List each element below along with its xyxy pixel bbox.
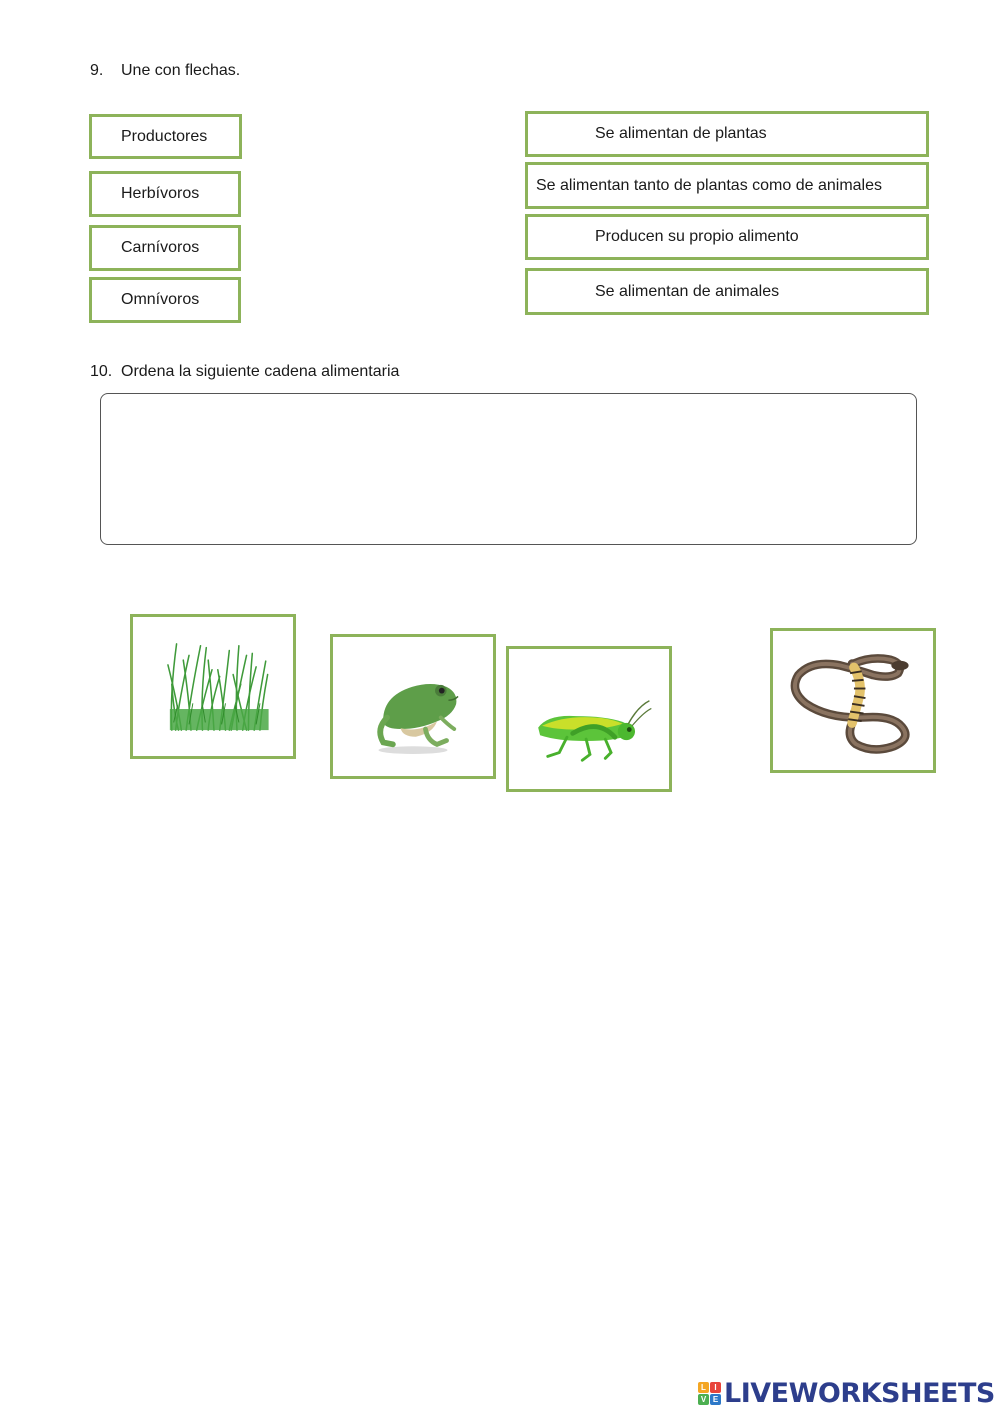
match-left-label: Herbívoros <box>121 185 200 202</box>
mark-letter: V <box>698 1394 709 1405</box>
match-right-propio-alimento[interactable] <box>525 214 929 260</box>
question-prompt: Une con flechas. <box>121 62 241 79</box>
question-prompt: Ordena la siguiente cadena alimentaria <box>121 363 400 380</box>
card-frog[interactable] <box>330 634 496 779</box>
mark-letter: L <box>698 1382 709 1393</box>
card-grass[interactable] <box>130 614 296 759</box>
mark-letter: E <box>710 1394 721 1405</box>
match-right-plantas-y-animales[interactable] <box>525 162 929 209</box>
question-number: 10. <box>90 363 113 380</box>
match-left-label: Productores <box>121 127 208 145</box>
grass-image <box>133 617 293 756</box>
match-left-carnivoros[interactable] <box>89 225 241 271</box>
question-10-heading <box>90 363 399 381</box>
frog-image <box>333 637 493 776</box>
match-left-omnivoros[interactable] <box>89 277 241 323</box>
liveworksheets-mark-icon <box>698 1382 721 1405</box>
snake-image <box>773 631 933 770</box>
brand-name: LIVEWORKSHEETS <box>724 1377 995 1409</box>
grasshopper-image <box>509 649 669 789</box>
card-snake[interactable] <box>770 628 936 773</box>
match-right-label: Producen su propio alimento <box>595 228 799 245</box>
match-right-label: Se alimentan tanto de plantas como de animales <box>536 176 882 194</box>
food-chain-drop-area[interactable] <box>100 393 917 545</box>
match-left-productores[interactable] <box>89 114 242 159</box>
card-grasshopper[interactable] <box>506 646 672 792</box>
liveworksheets-logo <box>698 1378 995 1408</box>
match-right-label: Se alimentan de animales <box>595 282 780 300</box>
question-number: 9. <box>90 62 104 79</box>
match-right-label: Se alimentan de plantas <box>595 125 767 142</box>
question-9-heading <box>90 62 240 80</box>
match-left-label: Omnívoros <box>121 291 200 308</box>
mark-letter: I <box>710 1382 721 1393</box>
match-right-plantas[interactable] <box>525 111 929 157</box>
match-left-label: Carnívoros <box>121 239 200 256</box>
match-right-animales[interactable] <box>525 268 929 315</box>
match-left-herbivoros[interactable] <box>89 171 241 217</box>
